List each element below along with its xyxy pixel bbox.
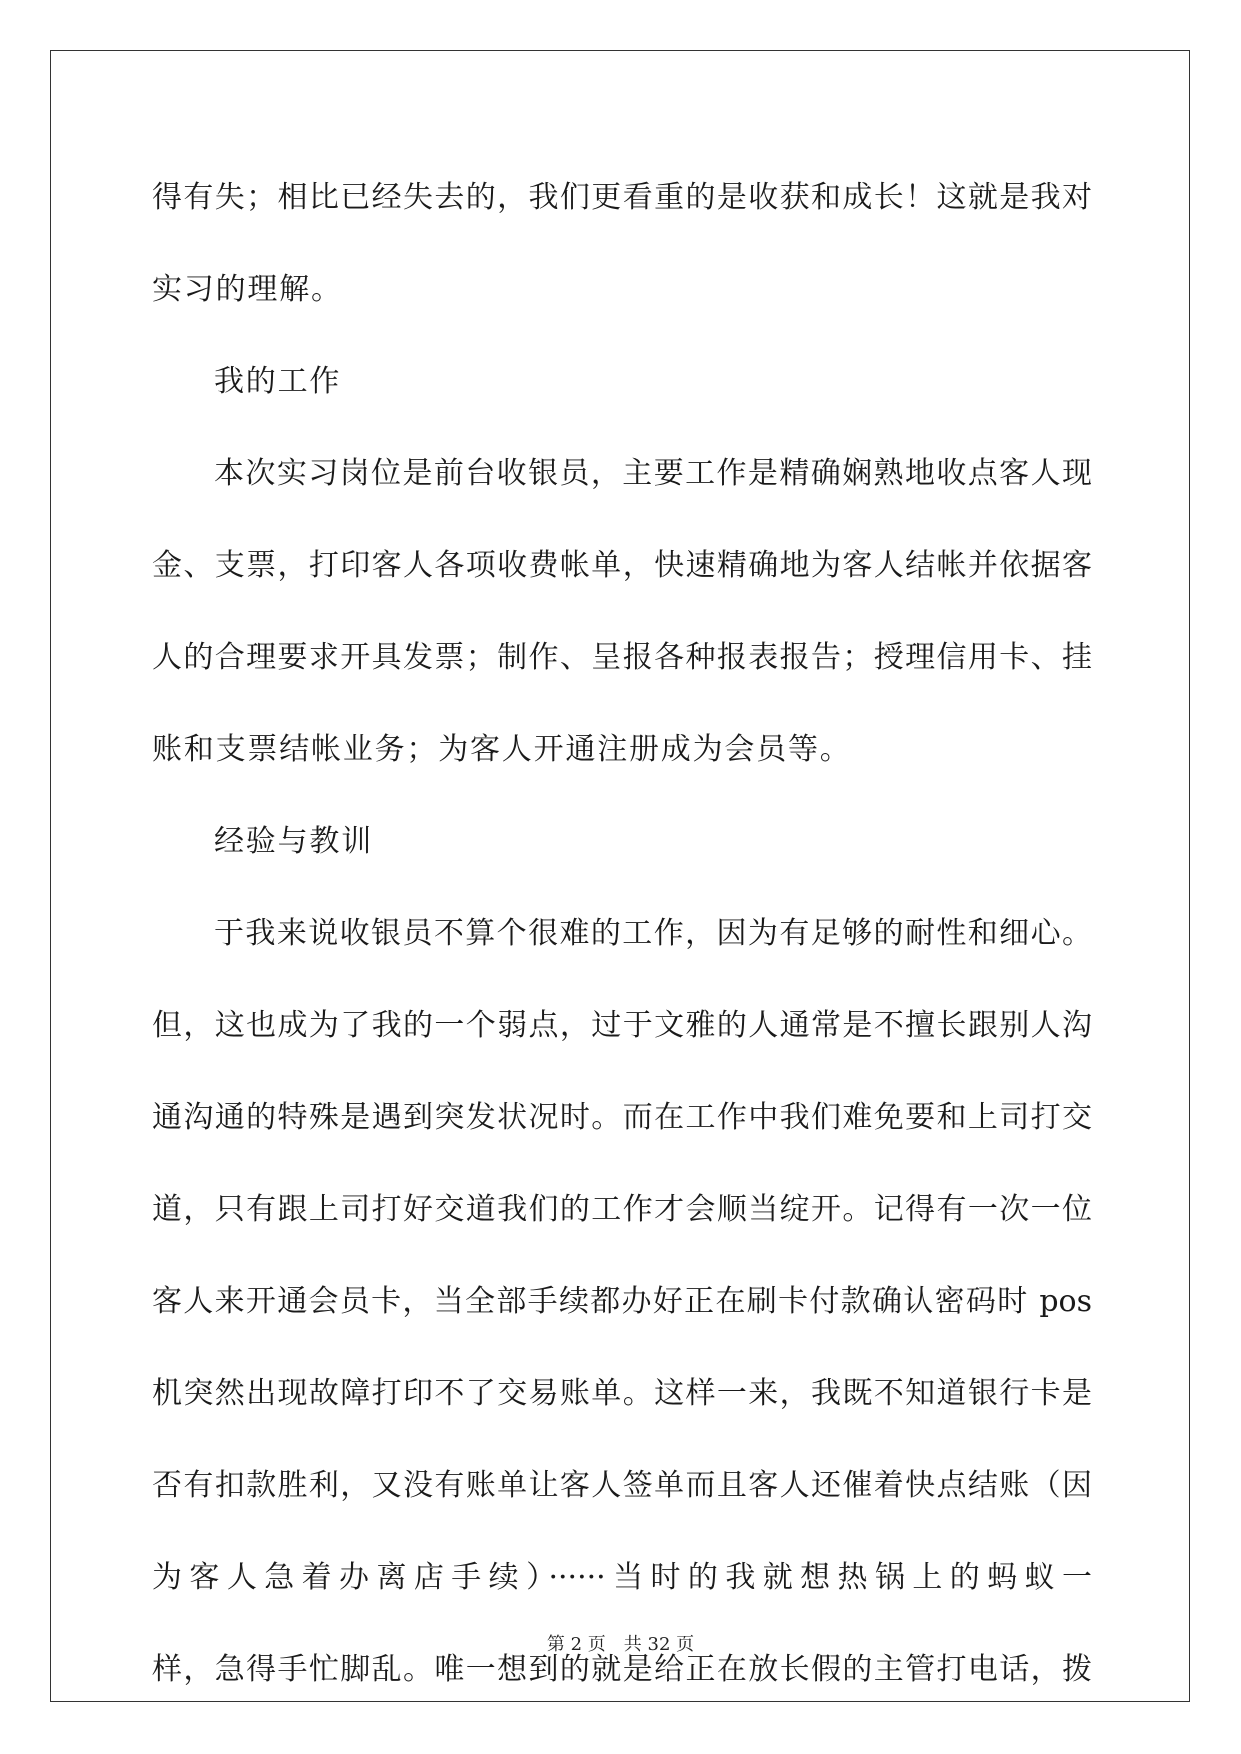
page-number: 第 2 页 bbox=[546, 1634, 606, 1655]
paragraph-line: 为客人急着办离店手续）······当时的我就想热锅上的蚂蚁一 bbox=[152, 1560, 1092, 1595]
page-footer bbox=[0, 1630, 1241, 1656]
paragraph-line: 金、支票，打印客人各项收费帐单，快速精确地为客人结帐并依据客 bbox=[152, 548, 1092, 583]
paragraph-line: 实习的理解。 bbox=[152, 272, 343, 307]
document-body bbox=[152, 158, 1092, 1722]
paragraph-line: 但，这也成为了我的一个弱点，过于文雅的人通常是不擅长跟别人沟 bbox=[152, 1008, 1092, 1043]
paragraph-line: 客人来开通会员卡，当全部手续都办好正在刷卡付款确认密码时 pos bbox=[152, 1284, 1092, 1319]
paragraph-line: 通沟通的特殊是遇到突发状况时。而在工作中我们难免要和上司打交 bbox=[152, 1100, 1092, 1135]
section-heading-experience: 经验与教训 bbox=[214, 824, 373, 859]
paragraph-line: 机突然出现故障打印不了交易账单。这样一来，我既不知道银行卡是 bbox=[152, 1376, 1092, 1411]
paragraph-line: 道，只有跟上司打好交道我们的工作才会顺当绽开。记得有一次一位 bbox=[152, 1192, 1092, 1227]
paragraph-line: 本次实习岗位是前台收银员，主要工作是精确娴熟地收点客人现 bbox=[214, 456, 1092, 491]
paragraph-line: 否有扣款胜利，又没有账单让客人签单而且客人还催着快点结账（因 bbox=[152, 1468, 1092, 1503]
page-total: 共 32 页 bbox=[623, 1634, 695, 1655]
paragraph-line: 于我来说收银员不算个很难的工作，因为有足够的耐性和细心。 bbox=[214, 916, 1092, 951]
paragraph-line: 账和支票结帐业务；为客人开通注册成为会员等。 bbox=[152, 732, 852, 767]
paragraph-line: 得有失；相比已经失去的，我们更看重的是收获和成长！这就是我对 bbox=[152, 180, 1092, 215]
paragraph-line: 人的合理要求开具发票；制作、呈报各种报表报告；授理信用卡、挂 bbox=[152, 640, 1092, 675]
section-heading-my-work: 我的工作 bbox=[214, 364, 342, 399]
paragraph-line: 样，急得手忙脚乱。唯一想到的就是给正在放长假的主管打电话，拨 bbox=[152, 1652, 1092, 1687]
